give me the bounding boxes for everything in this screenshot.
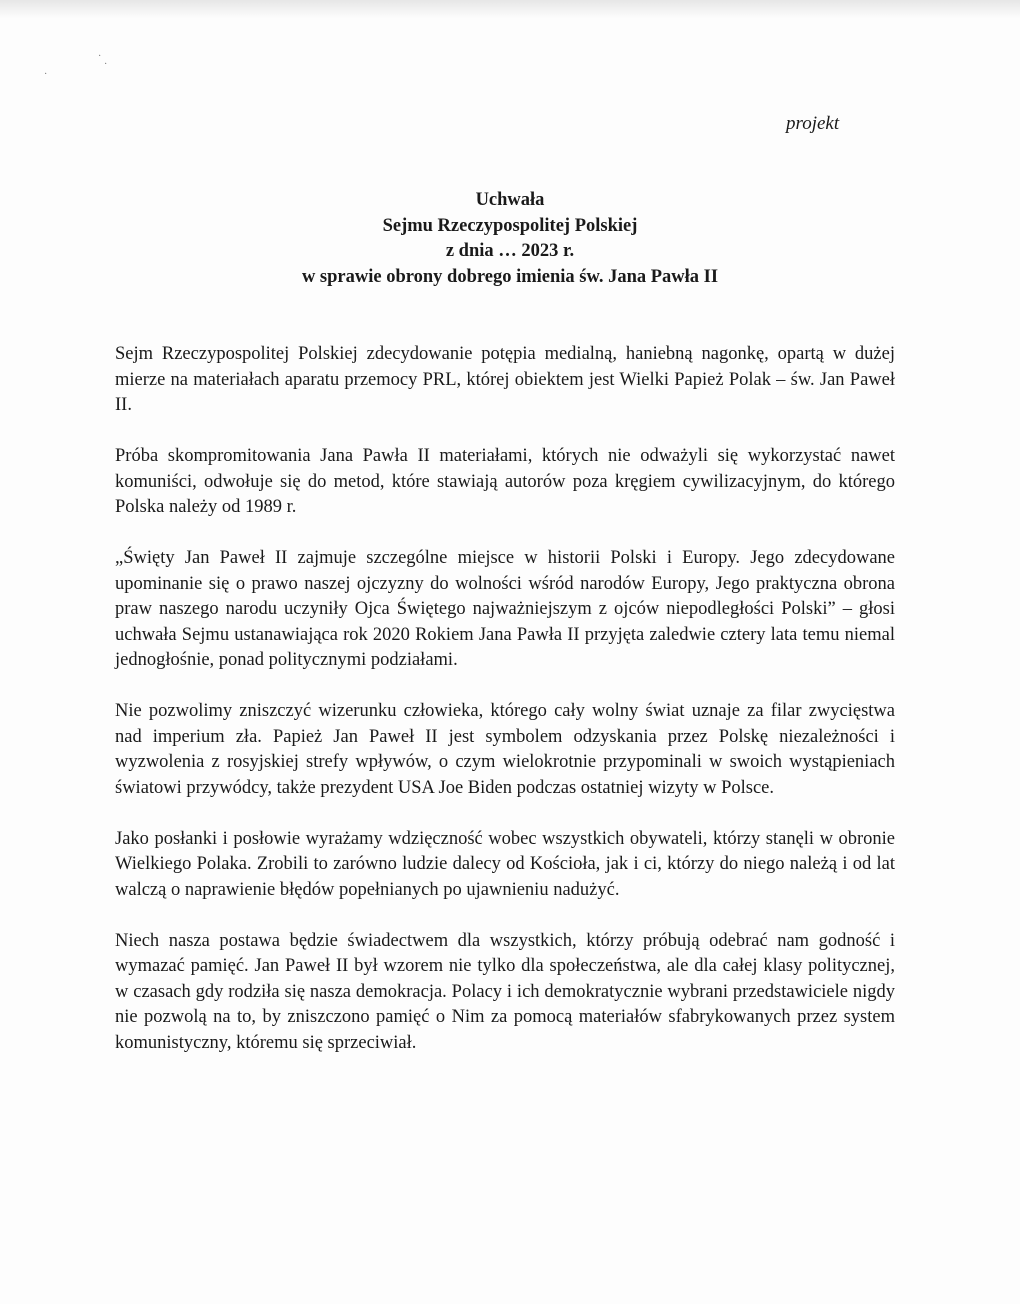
title-line-subject: w sprawie obrony dobrego imienia św. Jana Pawła II [301,266,719,287]
draft-label: projekt [786,113,840,134]
title-line-sejm: Sejmu Rzeczypospolitej Polskiej [382,215,638,236]
paragraph: Jako posłanki i posłowie wyrażamy wdzięczność wobec wszystkich obywateli, którzy stanęli w obronie Wielkiego Polaka. Zrobili to zarówno ludzie dalecy od Kościoła, jak i ci, którzy do niego należą i od lat walczą o naprawienie błędów popełnianych po ujawnieniu nadużyć. [115,828,895,900]
title-line-date: z dnia … 2023 r. [445,241,575,261]
paragraph: Niech nasza postawa będzie świadectwem dla wszystkich, którzy próbują odebrać nam godność i wymazać pamięć. Jan Paweł II był wzorem nie tylko dla społeczeństwa, ale dla całej klasy politycznej, w czasach gdy rodziła się nasza demokracja. Polacy i ich demokratycznie wybrani przedstawiciele nigdy nie pozwolą na to, by zniszczono pamięć o Nim za pomocą materiałów sfabrykowanych przez system komunistyczny, któremu się sprzeciwiał. [115,930,895,1053]
title-line-resolution: Uchwała [475,190,545,210]
scan-speck: · [104,59,108,70]
resolution-title [0,188,1020,290]
scan-speck: · [44,69,48,80]
paragraph: Próba skompromitowania Jana Pawła II materiałami, których nie odważyli się wykorzystać nawet komuniści, odwołuje się do metod, które stawiają autorów poza kręgiem cywilizacyjnym, do którego Polska należy od 1989 r. [115,446,895,517]
resolution-body [115,342,895,1082]
scan-edge-shadow [0,0,1020,18]
paragraph: Sejm Rzeczypospolitej Polskiej zdecydowanie potępia medialną, haniebną nagonkę, opartą w dużej mierze na materiałach aparatu przemocy PRL, której obiektem jest Wielki Papież Polak – św. Jan Paweł II. [115,344,895,415]
scan-speck: · [98,51,102,62]
paragraph: „Święty Jan Paweł II zajmuje szczególne miejsce w historii Polski i Europy. Jego zdecydowane upominanie się o prawo naszej ojczyzny do wolności wśród narodów Europy, Jego praktyczna obrona praw naszego narodu uczyniły Ojca Świętego najważniejszym z ojców niepodległości Polski” – głosi uchwała Sejmu ustanawiająca rok 2020 Rokiem Jana Pawła II przyjęta zaledwie cztery lata temu niemal jednogłośnie, ponad politycznymi podziałami. [115,548,895,670]
paragraph: Nie pozwolimy zniszczyć wizerunku człowieka, którego cały wolny świat uznaje za filar zwycięstwa nad imperium zła. Papież Jan Paweł II jest symbolem odzyskania przez Polskę niezależności i wyzwolenia z rosyjskiej strefy wpływów, o czym wielokrotnie przypominali w swoich wystąpieniach światowi przywódcy, także prezydent USA Joe Biden podczas ostatniej wizyty w Polsce. [115,701,895,798]
